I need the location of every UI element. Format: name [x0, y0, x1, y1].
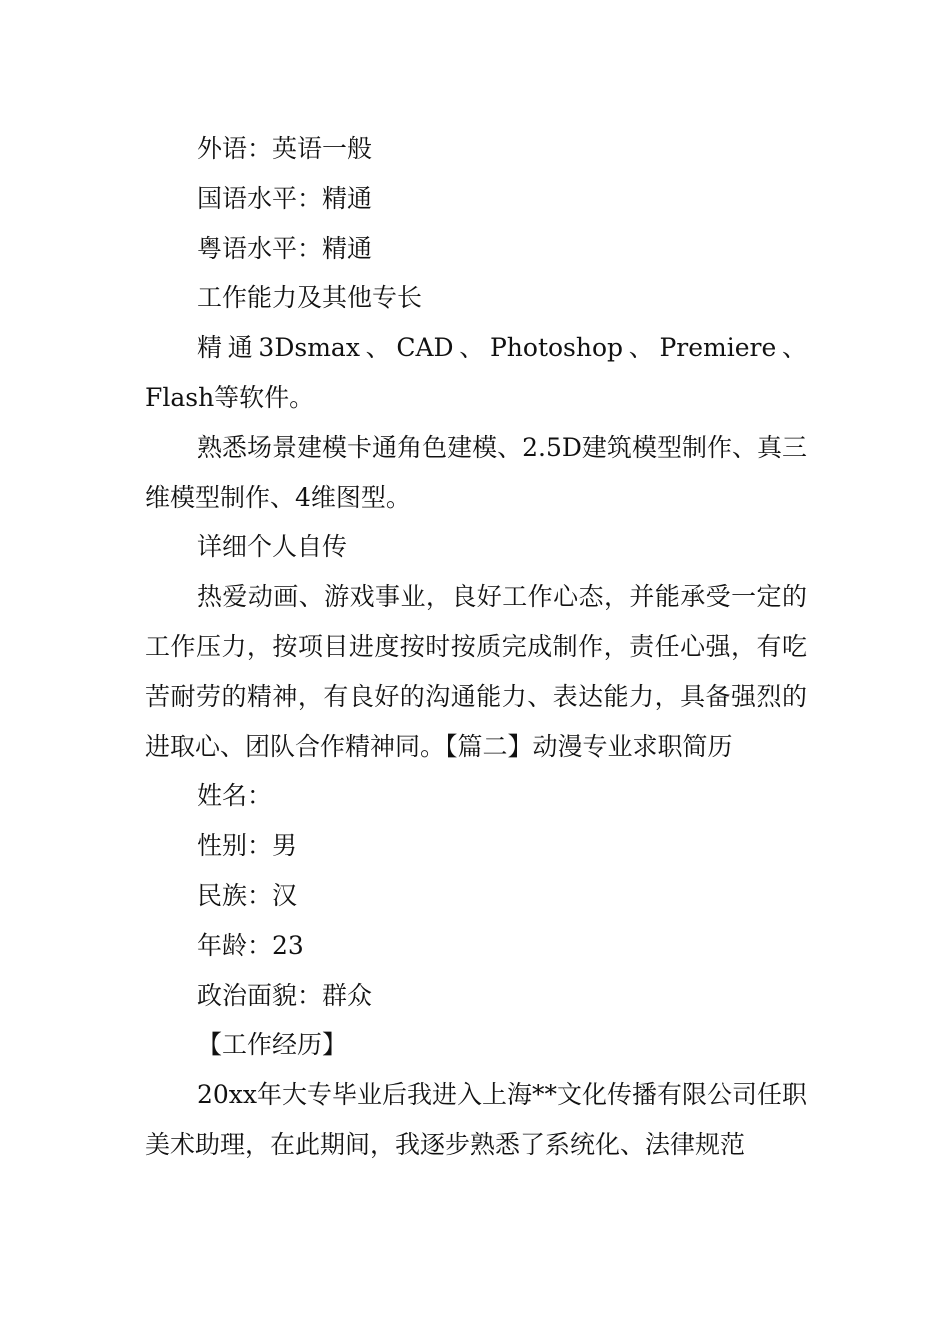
paragraph-cantonese-level: 粤语水平：精通	[197, 233, 373, 263]
field-ethnicity: 民族：汉	[197, 880, 298, 910]
section-heading-skills: 工作能力及其他专长	[197, 283, 423, 313]
paragraph-software-skills: 精通3Dsmax、CAD、Photoshop、Premiere、Flash等软件。	[145, 333, 807, 412]
section-heading-autobiography: 详细个人自传	[197, 532, 348, 562]
document-body	[145, 124, 807, 1170]
field-age: 年龄：23	[197, 930, 304, 960]
paragraph-foreign-language: 外语：英语一般	[197, 134, 373, 163]
paragraph-autobiography: 热爱动画、游戏事业，良好工作心态，并能承受一定的工作压力，按项目进度按时按质完成制作，责任心强，有吃苦耐劳的精神，有良好的沟通能力、表达能力，具备强烈的进取心、团队合作精神同。【篇二】动漫专业求职简历	[145, 582, 807, 761]
section-heading-work-experience: 【工作经历】	[197, 1030, 348, 1060]
field-name: 姓名：	[197, 781, 273, 811]
paragraph-modeling-skills: 熟悉场景建模卡通角色建模、2.5D建筑模型制作、真三维模型制作、4维图型。	[145, 432, 807, 512]
paragraph-work-experience: 20xx年大专毕业后我进入上海**文化传播有限公司任职美术助理，在此期间，我逐步熟悉了系统化、法律规范	[145, 1080, 808, 1159]
field-gender: 性别：男	[197, 831, 298, 861]
field-political-status: 政治面貌：群众	[197, 980, 373, 1010]
paragraph-mandarin-level: 国语水平：精通	[197, 183, 373, 213]
